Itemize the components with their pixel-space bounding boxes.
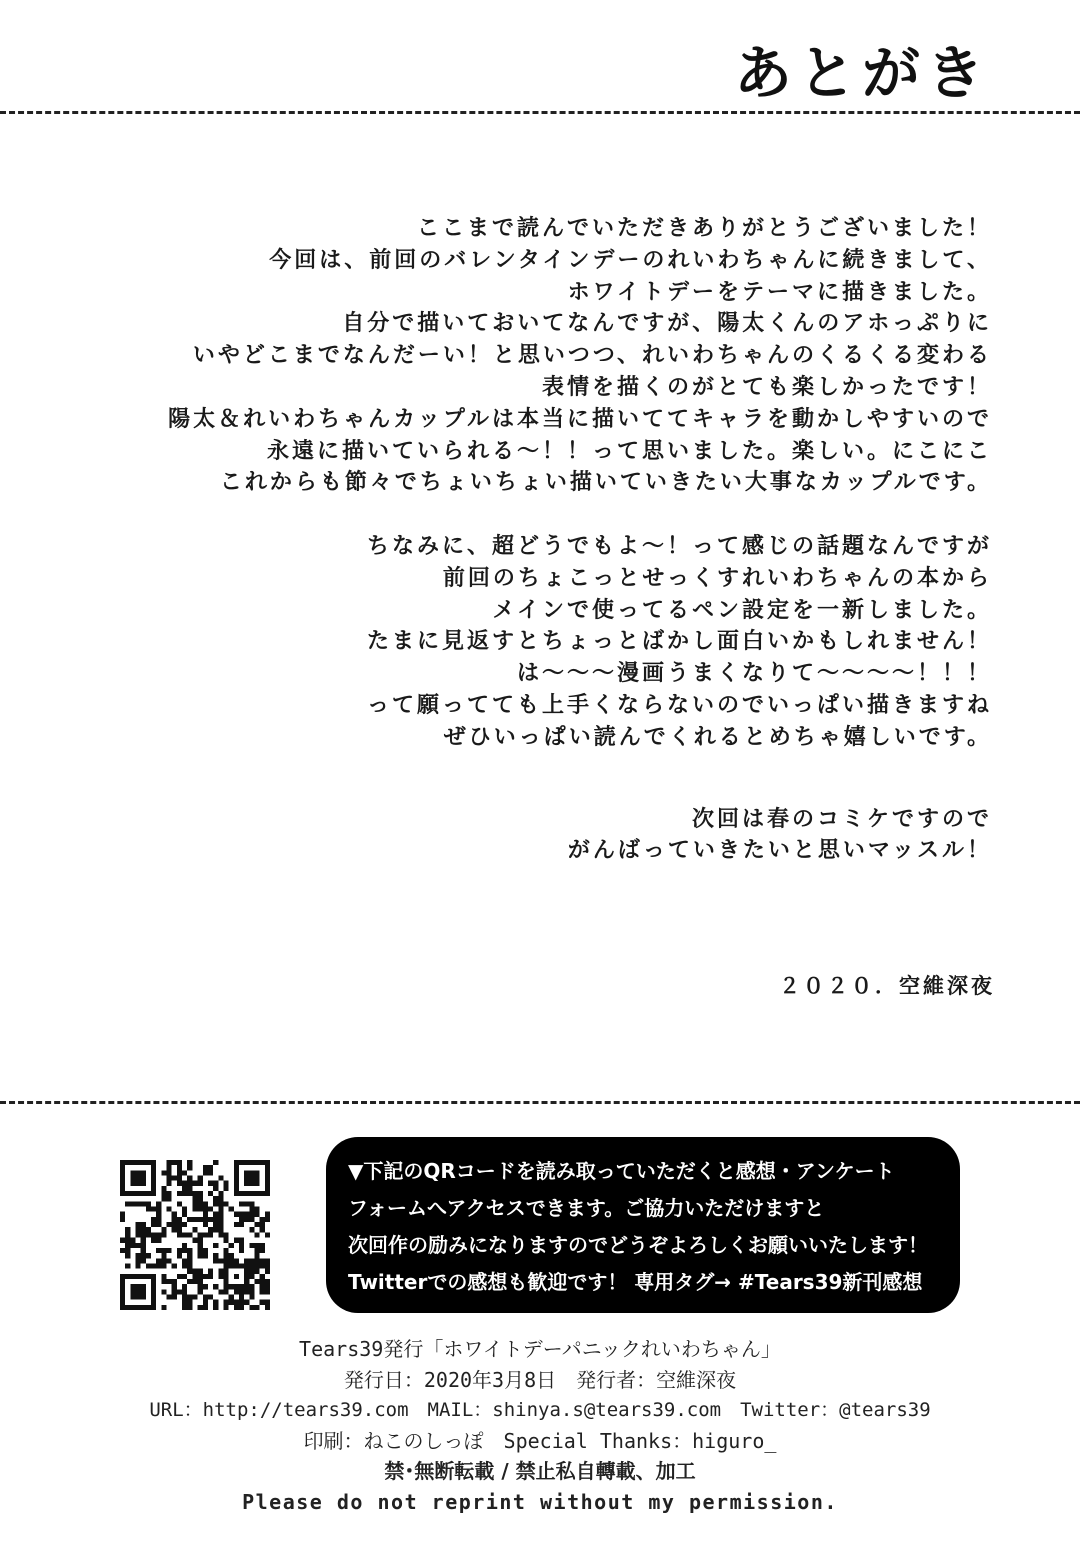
- afterword-line: 今回は、前回のバレンタインデーのれいわちゃんに続きまして、: [269, 247, 992, 273]
- divider-top: [0, 111, 1080, 114]
- colophon: [0, 1334, 1080, 1517]
- afterword-line: 永遠に描いていられる～！！って思いました。楽しい。にこにこ: [266, 438, 992, 464]
- afterword-line: 前回のちょこっとせっくすれいわちゃんの本から: [442, 565, 992, 591]
- afterword-line: ホワイトデーをテーマに描きました。: [567, 279, 992, 305]
- afterword-line: これからも節々でちょいちょい描いていきたい大事なカップルです。: [219, 470, 992, 496]
- colophon-date: 発行日：2020年3月8日 発行者：空維深夜: [343, 1367, 737, 1392]
- afterword-text: [92, 213, 992, 867]
- afterword-line: って願ってても上手くならないのでいっぱい描きますね: [366, 692, 992, 718]
- notice-line: ▼下記のQRコードを読み取っていただくと感想・アンケート: [348, 1159, 895, 1183]
- afterword-line: 表情を描くのがとても楽しかったです！: [541, 374, 992, 400]
- afterword-line: は～～～漫画うまくなりて～～～～！！！: [516, 661, 992, 687]
- afterword-line: ぜひいっぱい読んでくれるとめちゃ嬉しいです。: [443, 724, 992, 750]
- qr-code-icon[interactable]: [120, 1160, 270, 1310]
- afterword-line: ちなみに、超どうでもよ～！って感じの話題なんですが: [366, 533, 992, 559]
- notice-line: Twitterでの感想も歓迎です！ 専用タグ→ #Tears39新刊感想: [348, 1270, 923, 1294]
- notice-line: フォームへアクセスできます。ご協力いただけますと: [348, 1196, 825, 1220]
- survey-notice: [326, 1137, 960, 1313]
- afterword-line: ここまで読んでいただきありがとうございました！: [416, 216, 992, 241]
- divider-bottom: [0, 1101, 1080, 1104]
- afterword-line: がんばっていきたいと思いマッスル！: [567, 838, 992, 864]
- afterword-line: メインで使ってるペン設定を一新しました。: [492, 597, 992, 623]
- colophon-prohibit: 禁･無断転載 / 禁止私自轉載、加工: [384, 1459, 696, 1483]
- colophon-title: Tears39発行「ホワイトデーパニックれいわちゃん」: [299, 1337, 781, 1361]
- page-title: あとがき: [733, 39, 990, 107]
- colophon-print: 印刷：ねこのしっぽ Special Thanks：higuro_: [303, 1428, 777, 1453]
- colophon-english: Please do not reprint without my permission.: [242, 1489, 838, 1514]
- afterword-line: いやどこまでなんだーい！と思いつつ、れいわちゃんのくるくる変わる: [192, 343, 992, 369]
- colophon-contact: URL：http://tears39.com MAIL：shinya.s@tears39.com Twitter：@tears39: [149, 1399, 931, 1421]
- afterword-line: たまに見返すとちょっとばかし面白いかもしれません！: [366, 629, 992, 655]
- notice-line: 次回作の励みになりますのでどうぞよろしくお願いいたします！: [348, 1233, 928, 1257]
- signature: ２０２０．空維深夜: [779, 974, 995, 998]
- afterword-line: 陽太＆れいわちゃんカップルは本当に描いててキャラを動かしやすいので: [168, 406, 992, 432]
- afterword-line: 次回は春のコミケですので: [691, 806, 992, 832]
- afterword-line: 自分で描いておいてなんですが、陽太くんのアホっぷりに: [342, 311, 992, 337]
